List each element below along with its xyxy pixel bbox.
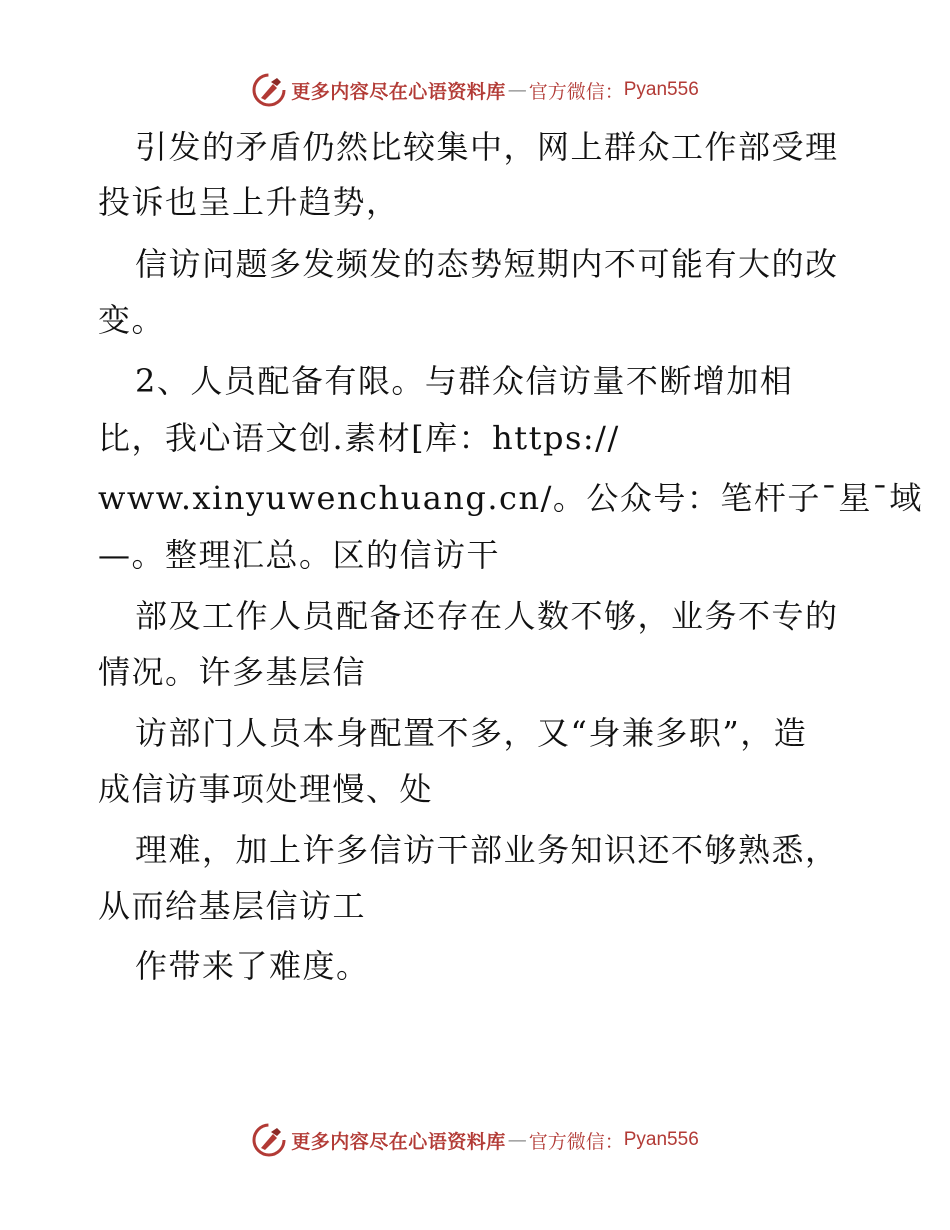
text-line: 成信访事项处理慢、处	[98, 770, 434, 808]
banner-text: 更多内容尽在心语资料库	[291, 80, 506, 103]
footer-banner	[0, 1120, 950, 1160]
text-line: 理难，加上许多信访干部业务知识还不够熟悉，	[135, 831, 839, 869]
banner-text: 更多内容尽在心语资料库	[291, 1130, 506, 1153]
text-line: 引发的矛盾仍然比较集中，网上群众工作部受理	[135, 128, 839, 166]
pen-nib-logo-icon	[251, 72, 287, 108]
text-line: 作带来了难度。	[135, 947, 370, 985]
banner-wechat-label: 官方微信：	[528, 1130, 624, 1153]
pen-nib-logo-icon	[251, 1122, 287, 1158]
banner-wechat-id: Pyan556	[623, 1129, 699, 1150]
text-line: 部及工作人员配备还存在人数不够，业务不专的	[135, 597, 839, 635]
text-line: —。整理汇总。区的信访干	[98, 536, 501, 574]
text-line: 信访问题多发频发的态势短期内不可能有大的改	[135, 245, 839, 283]
text-line: 比，我心语文创.素材[库：https://	[98, 419, 620, 457]
banner-separator: —	[507, 79, 527, 101]
header-banner	[0, 70, 950, 110]
banner-separator: —	[507, 1129, 527, 1151]
text-line: 从而给基层信访工	[98, 887, 367, 925]
text-line: 访部门人员本身配置不多，又“身兼多职”，造	[135, 714, 808, 752]
banner-wechat-label: 官方微信：	[528, 80, 624, 103]
text-line: www.xinyuwenchuang.cn/。公众号：笔杆子¯星¯域	[98, 479, 923, 517]
text-line: 2、人员配备有限。与群众信访量不断增加相	[135, 362, 794, 400]
text-line: 情况。许多基层信	[98, 653, 367, 691]
banner-wechat-id: Pyan556	[623, 79, 699, 100]
text-line: 投诉也呈上升趋势，	[98, 183, 400, 221]
text-line: 变。	[98, 301, 166, 339]
